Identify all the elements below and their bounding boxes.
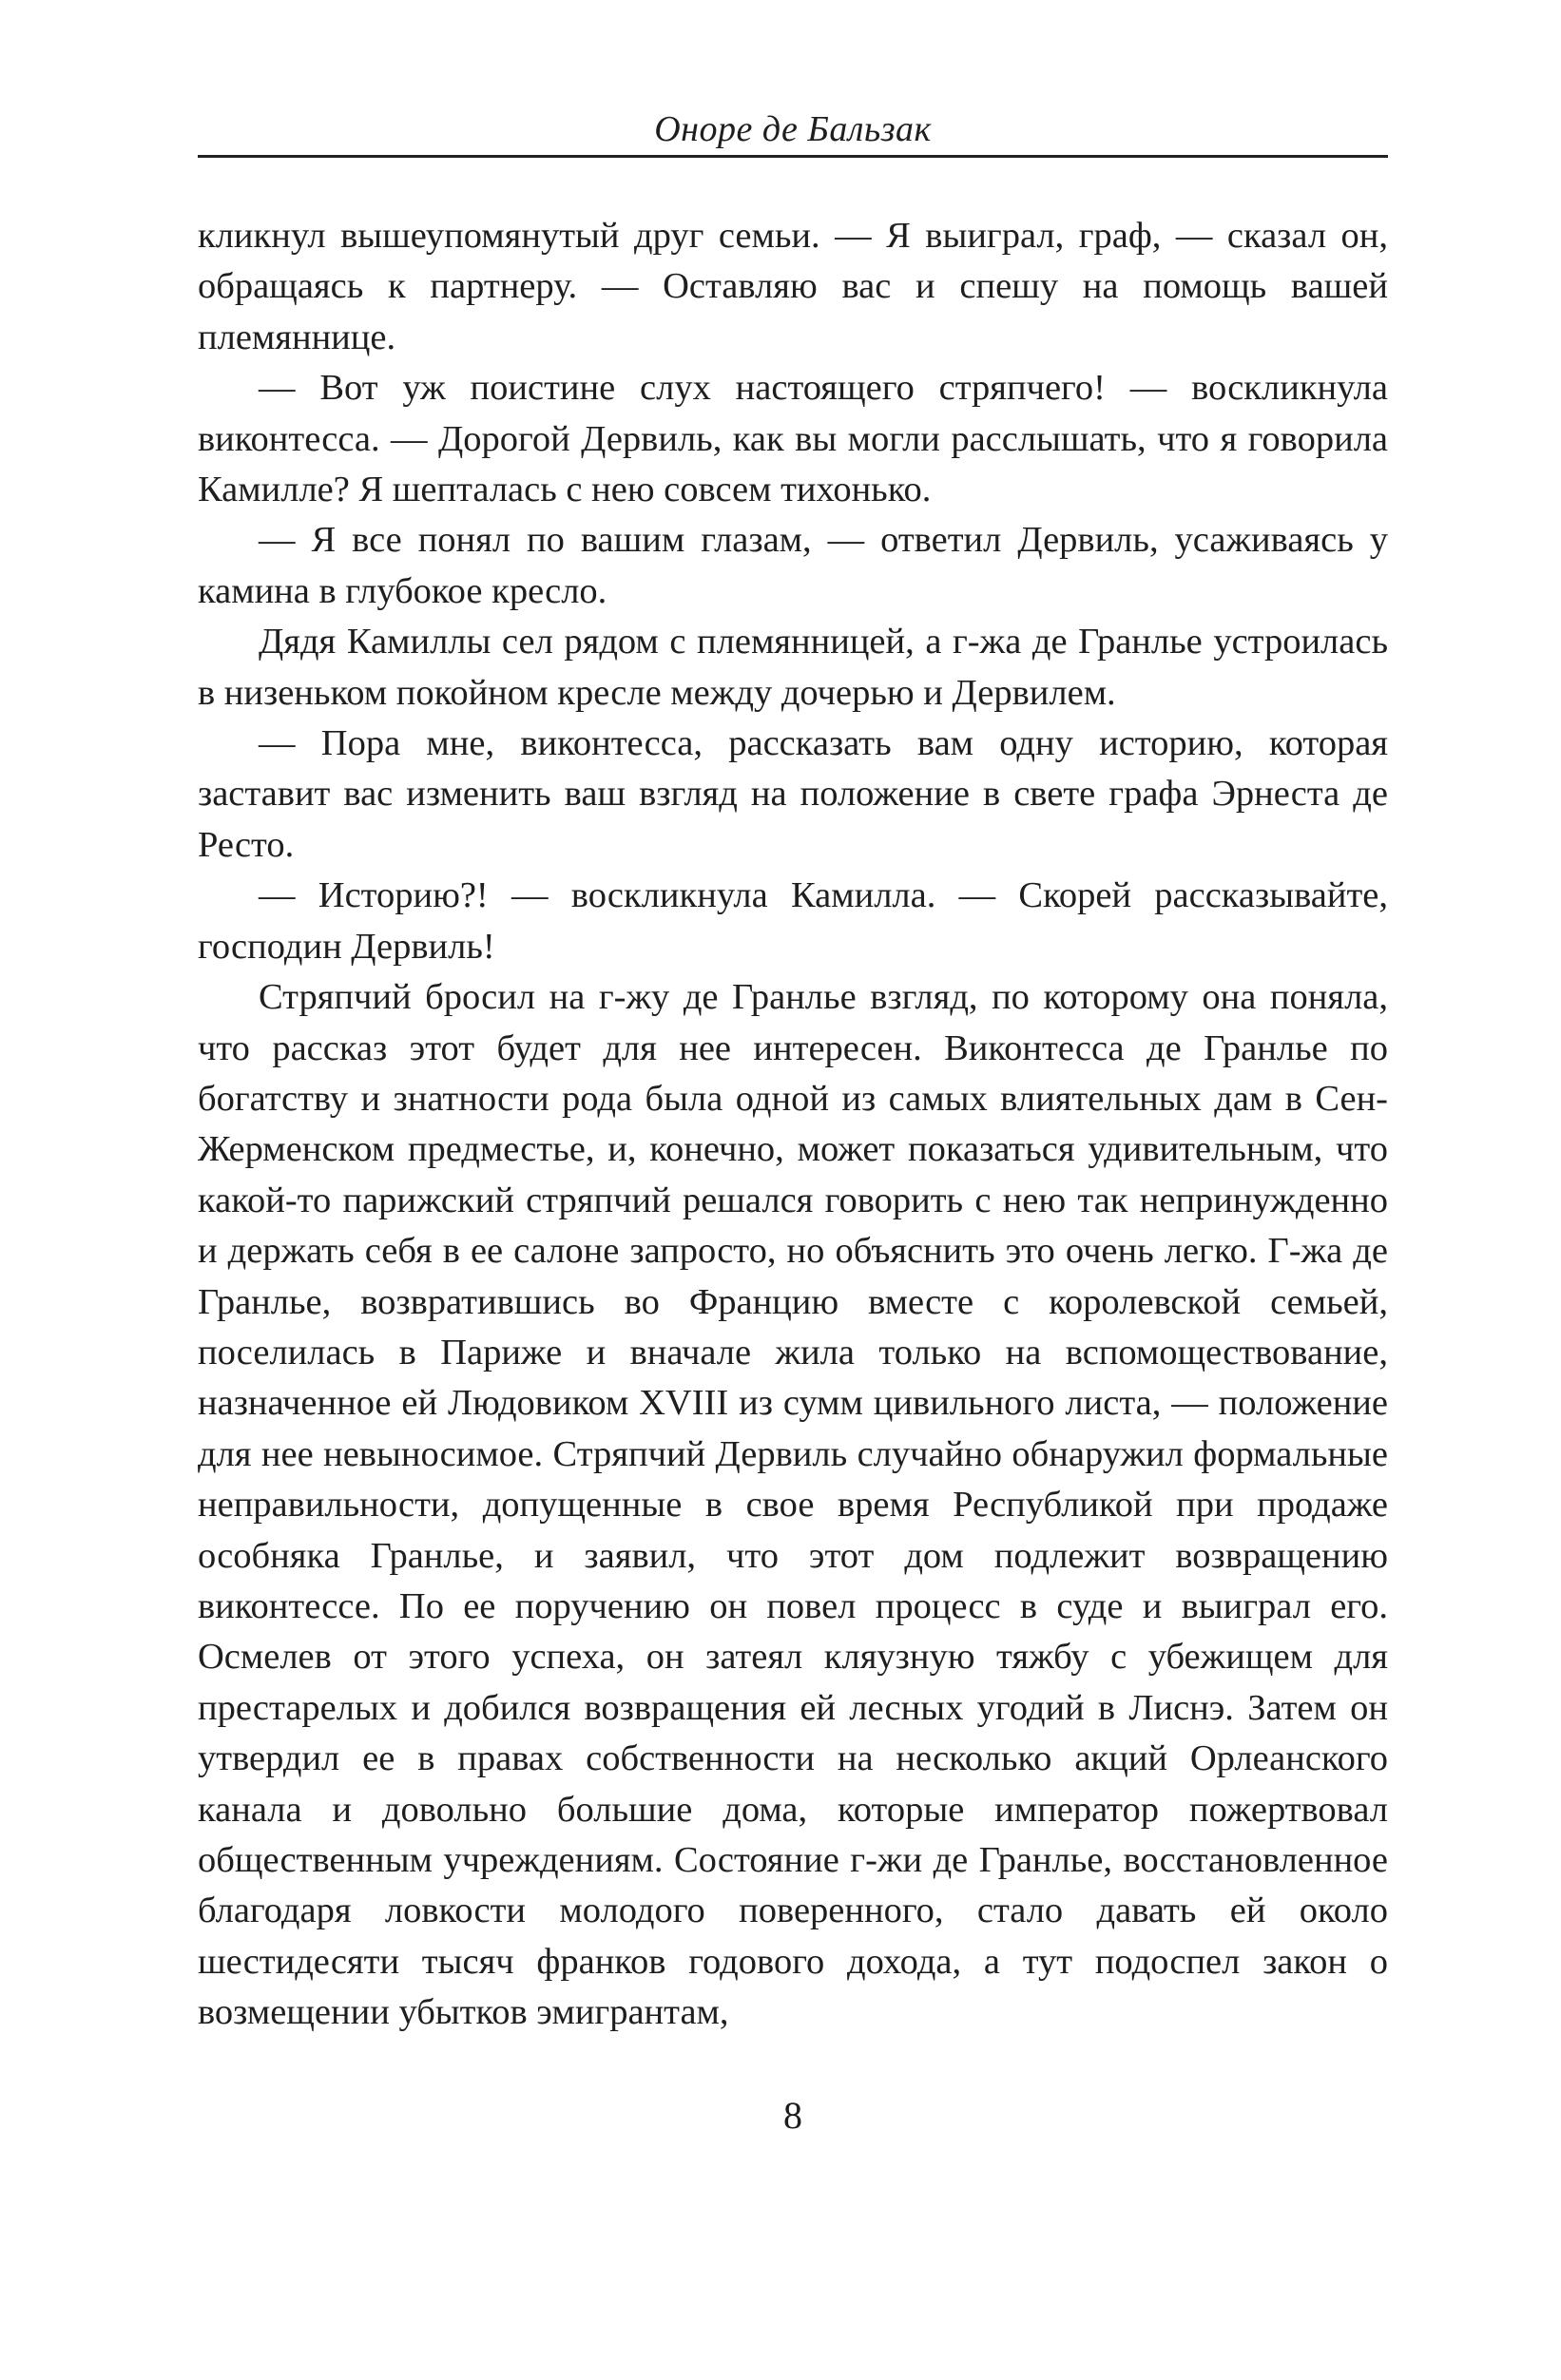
- header-rule: [198, 155, 1388, 158]
- paragraph-2: — Вот уж поистине слух настоящего стряпчего! — воскликнула виконтесса. — Дорогой Дервиль, как вы могли расслышать, что я говорила Камилле? Я шепталась с нею совсем тихонько.: [198, 368, 1388, 510]
- page-body: [198, 211, 1388, 2039]
- paragraph-1: кликнул вышеупомянутый друг семьи. — Я выиграл, граф, — сказал он, обращаясь к партнеру. — Оставляю вас и спешу на помощь вашей племяннице.: [198, 216, 1388, 357]
- running-head-author: Оноре де Бальзак: [654, 109, 932, 149]
- page-number: 8: [783, 2094, 802, 2137]
- paragraph-6: — Историю?! — воскликнула Камилла. — Скорей рассказывайте, господин Дервиль!: [198, 875, 1388, 967]
- paragraph-3: — Я все понял по вашим глазам, — ответил Дервиль, усаживаясь у камина в глубокое кресло.: [198, 520, 1388, 611]
- paragraph-4: Дядя Камиллы сел рядом с племянницей, а г-жа де Гранлье устроилась в низеньком покойном кресле между дочерью и Дервилем.: [198, 622, 1388, 713]
- paragraph-5: — Пора мне, виконтесса, рассказать вам одну историю, которая заставит вас изменить ваш взгляд на положение в свете графа Эрнеста де Ресто.: [198, 723, 1388, 865]
- paragraph-7: Стряпчий бросил на г-жу де Гранлье взгляд, по которому она поняла, что рассказ этот будет для нее интересен. Виконтесса де Гранлье по богатству и знатности рода была одной из самых влиятельных дам в Сен-Жерменском предместье, и, конечно, может показаться удивительным, что какой-то парижский стряпчий решался говорить с нею так непринужденно и держать себя в ее салоне запросто, но объяснить это очень легко. Г-жа де Гранлье, возвратившись во Францию вместе с королевской семьей, поселилась в Париже и вначале жила только на вспомоществование, назначенное ей Людовиком XVIII из сумм цивильного листа, — положение для нее невыносимое. Стряпчий Дервиль случайно обнаружил формальные неправильности, допущенные в свое время Республикой при продаже особняка Гранлье, и заявил, что этот дом подлежит возвращению виконтессе. По ее поручению он повел процесс в суде и выиграл его. Осмелев от этого успеха, он затеял кляузную тяжбу с убежищем для престарелых и добился возвращения ей лесных угодий в Лиснэ. Затем он утвердил ее в правах собственности на несколько акций Орлеанского канала и довольно большие дома, которые император пожертвовал общественным учреждениям. Состояние г-жи де Гранлье, восстановленное благодаря ловкости молодого поверенного, стало давать ей около шестидесяти тысяч франков годового дохода, а тут подоспел закон о возмещении убытков эмигрантам,: [198, 977, 1388, 2033]
